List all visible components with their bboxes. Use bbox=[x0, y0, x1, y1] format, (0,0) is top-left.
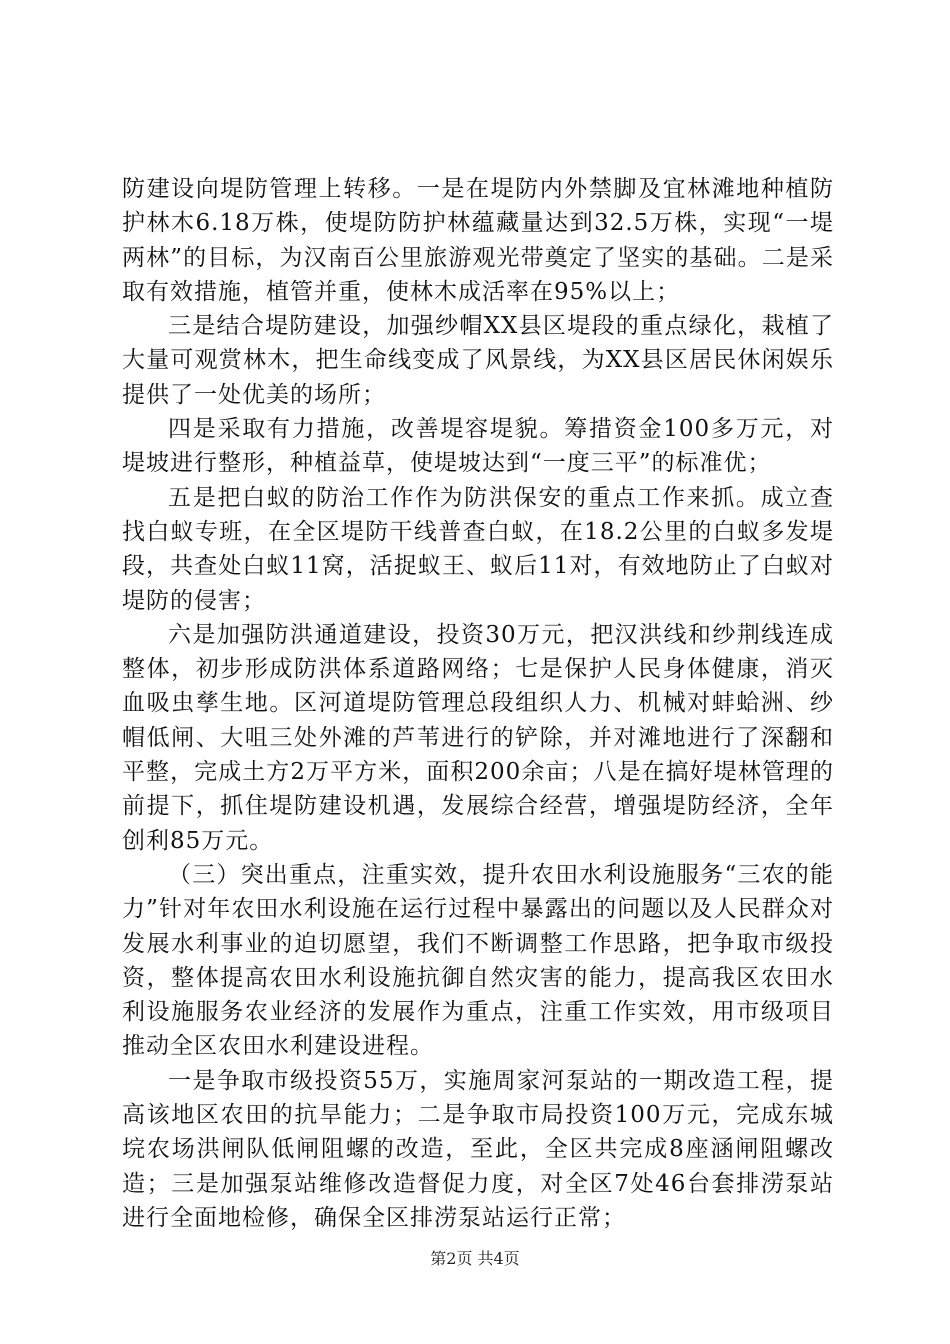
page-number-footer: 第2页 共4页 bbox=[430, 1249, 520, 1268]
paragraph-item-4: 四是采取有力措施，改善堤容堤貌。筹措资金100多万元，对堤坡进行整形，种植益草，使堤坡达到“一度三平”的标准优； bbox=[122, 416, 834, 477]
paragraph-investment: 一是争取市级投资55万，实施周家河泵站的一期改造工程，提高该地区农田的抗旱能力；二是争取市局投资100万元，完成东城垸农场洪闸队低闸阻螺的改造，至此，全区共完成8座涵闸阻螺改造；三是加强泵站维修改造督促力度，对全区7处46台套排涝泵站进行全面地检修，确保全区排涝泵站运行正常； bbox=[122, 1067, 834, 1231]
document-body bbox=[122, 172, 834, 1235]
paragraph-item-6-8: 六是加强防洪通道建设，投资30万元，把汉洪线和纱荆线连成整体，初步形成防洪体系道路网络；七是保护人民身体健康，消灭血吸虫孳生地。区河道堤防管理总段组织人力、机械对蚌蛤洲、纱帽低闸、大咀三处外滩的芦苇进行的铲除，并对滩地进行了深翻和平整，完成土方2万平方米，面积200余亩；八是在搞好堤林管理的前提下，抓住堤防建设机遇，发展综合经营，增强堤防经济，全年创利85万元。 bbox=[122, 621, 834, 854]
paragraph-section-3: （三）突出重点，注重实效，提升农田水利设施服务“三农的能力”针对年农田水利设施在运行过程中暴露出的问题以及人民群众对发展水利事业的迫切愿望，我们不断调整工作思路，把争取市级投资，整体提高农田水利设施抗御自然灾害的能力，提高我区农田水利设施服务农业经济的发展作为重点，注重工作实效，用市级项目推动全区农田水利建设进程。 bbox=[122, 861, 834, 1060]
paragraph-item-5: 五是把白蚁的防治工作作为防洪保安的重点工作来抓。成立查找白蚁专班，在全区堤防干线普查白蚁，在18.2公里的白蚁多发堤段，共查处白蚁11窝，活捉蚁王、蚁后11对，有效地防止了白蚁对堤防的侵害； bbox=[122, 484, 834, 614]
paragraph-continuation: 防建设向堤防管理上转移。一是在堤防内外禁脚及宜林滩地种植防护林木6.18万株，使堤防防护林蕴藏量达到32.5万株，实现“一堤两林”的目标，为汉南百公里旅游观光带奠定了坚实的基础。二是采取有效措施，植管并重，使林木成活率在95%以上； bbox=[122, 176, 834, 305]
paragraph-item-3: 三是结合堤防建设，加强纱帽XX县区堤段的重点绿化，栽植了大量可观赏林木，把生命线变成了风景线，为XX县区居民休闲娱乐提供了一处优美的场所； bbox=[122, 313, 834, 408]
